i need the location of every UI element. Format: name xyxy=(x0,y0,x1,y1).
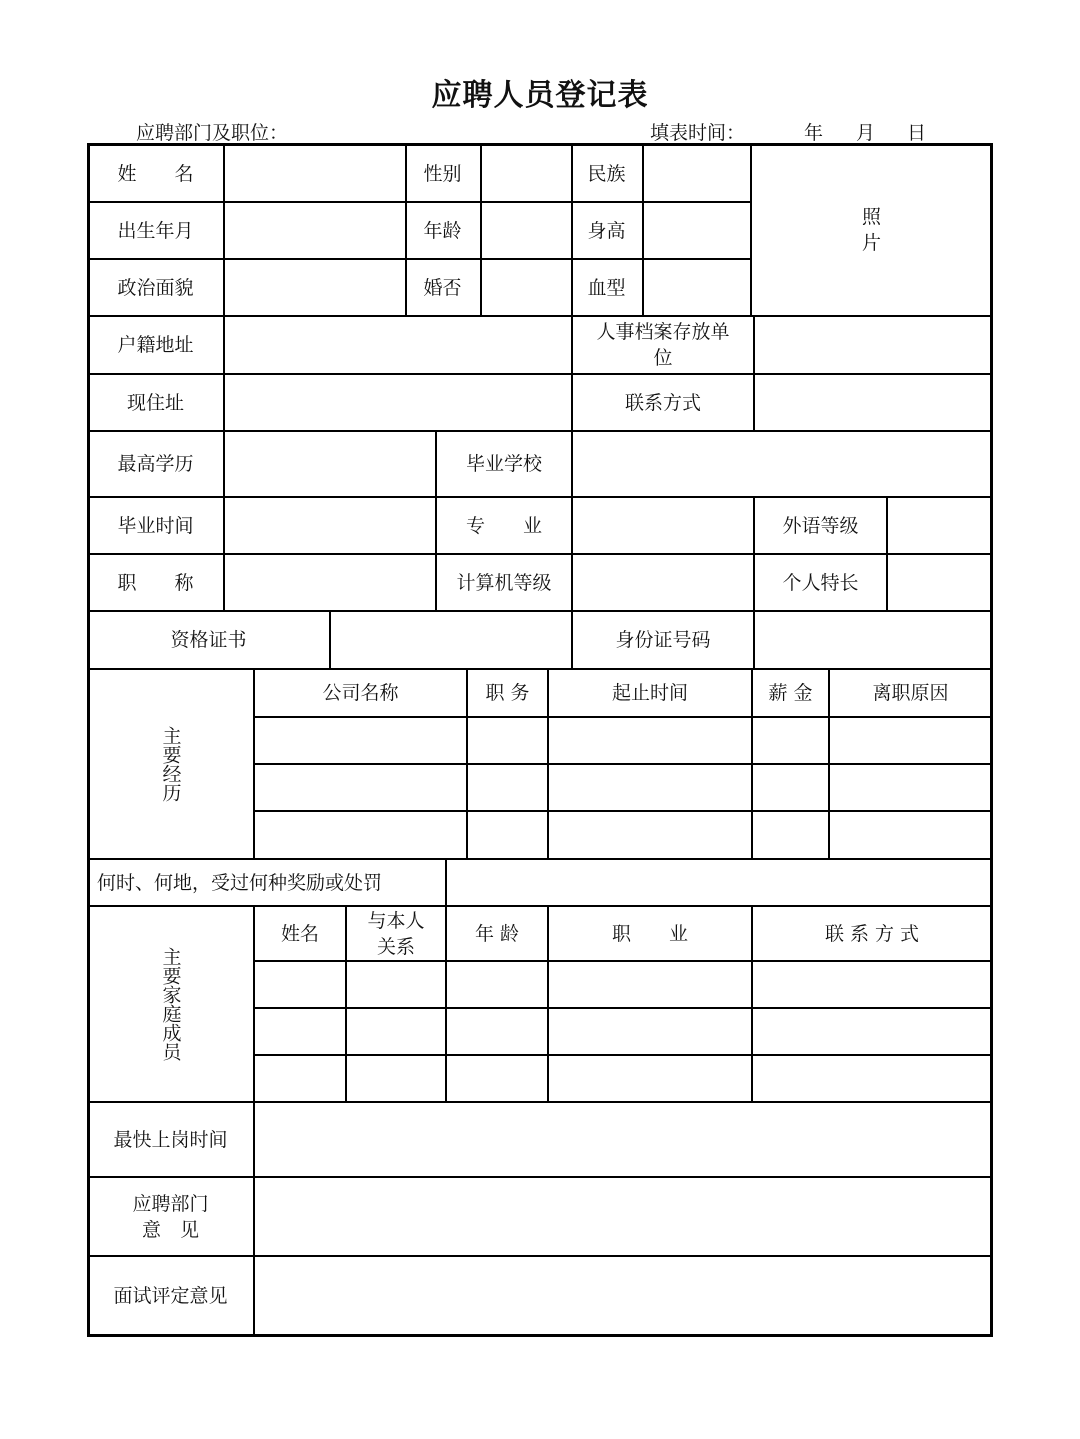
height-label: 身高 xyxy=(587,219,626,242)
age-field[interactable] xyxy=(482,203,571,258)
exp-header-salary: 薪 金 xyxy=(768,682,813,704)
household-field[interactable] xyxy=(225,317,571,373)
language-label: 外语等级 xyxy=(782,514,859,537)
name-field[interactable] xyxy=(225,146,405,201)
family-section-label xyxy=(88,907,253,1101)
family-row-3[interactable] xyxy=(255,1056,991,1101)
title-rank-label: 职 称 xyxy=(117,571,194,594)
interview-label: 面试评定意见 xyxy=(113,1285,228,1307)
marital-field[interactable] xyxy=(482,260,571,315)
start-time-field[interactable] xyxy=(255,1103,991,1176)
education-label: 最高学历 xyxy=(117,453,194,475)
dept-opinion-field[interactable] xyxy=(255,1178,991,1255)
major-field[interactable] xyxy=(573,498,753,553)
household-label: 户籍地址 xyxy=(117,334,194,356)
title-rank-field[interactable] xyxy=(225,555,435,610)
birth-label: 出生年月 xyxy=(117,219,194,242)
exp-header-period: 起止时间 xyxy=(611,682,688,704)
name-label: 姓 名 xyxy=(117,162,194,185)
id-number-label: 身份证号码 xyxy=(615,629,711,651)
family-row-1[interactable] xyxy=(255,962,991,1007)
awards-field[interactable] xyxy=(447,860,991,905)
awards-label: 何时、何地，受过何种奖励或处罚 xyxy=(97,871,383,894)
age-label: 年龄 xyxy=(423,219,462,242)
photo-box[interactable]: 照 片 xyxy=(861,206,881,254)
fill-time-label: 填表时间： xyxy=(650,122,746,144)
computer-label: 计算机等级 xyxy=(456,571,552,594)
experience-section-text: 主要经历 xyxy=(159,726,182,802)
year-label: 年 xyxy=(804,122,824,144)
family-header-occupation: 职 业 xyxy=(611,922,688,945)
archive-field[interactable] xyxy=(755,317,991,373)
family-header-age: 年 龄 xyxy=(474,922,520,945)
height-field[interactable] xyxy=(644,203,750,258)
experience-row-3[interactable] xyxy=(255,812,991,858)
specialty-field[interactable] xyxy=(888,555,991,610)
grad-time-field[interactable] xyxy=(225,498,435,553)
gender-label: 性别 xyxy=(423,162,462,185)
specialty-label: 个人特长 xyxy=(782,571,859,594)
experience-row-1[interactable] xyxy=(255,718,991,763)
marital-label: 婚否 xyxy=(423,276,462,299)
exp-header-reason: 离职原因 xyxy=(872,682,949,704)
exp-header-position: 职 务 xyxy=(485,682,530,704)
family-section-text: 主要家庭成员 xyxy=(159,947,182,1061)
school-label: 毕业学校 xyxy=(465,453,542,475)
grad-time-label: 毕业时间 xyxy=(117,514,194,537)
education-field[interactable] xyxy=(225,432,435,496)
position-label: 应聘部门及职位： xyxy=(136,122,289,144)
exp-header-company: 公司名称 xyxy=(322,682,399,704)
family-row-2[interactable] xyxy=(255,1009,991,1054)
computer-field[interactable] xyxy=(573,555,753,610)
form-title: 应聘人员登记表 xyxy=(431,78,649,113)
certificate-field[interactable] xyxy=(331,612,571,668)
experience-section-label xyxy=(88,670,253,858)
dept-opinion-label: 应聘部门 意 见 xyxy=(132,1192,209,1241)
certificate-label: 资格证书 xyxy=(170,629,247,651)
contact-field[interactable] xyxy=(755,375,991,430)
blood-label: 血型 xyxy=(587,276,626,299)
major-label: 专 业 xyxy=(465,514,542,537)
family-header-relation: 与本人 关系 xyxy=(367,909,425,958)
ethnicity-label: 民族 xyxy=(587,162,626,185)
experience-row-2[interactable] xyxy=(255,765,991,810)
gender-field[interactable] xyxy=(482,146,571,201)
contact-label: 联系方式 xyxy=(624,391,701,414)
school-field[interactable] xyxy=(573,432,991,496)
birth-field[interactable] xyxy=(225,203,405,258)
family-header-name: 姓名 xyxy=(280,922,319,945)
political-label: 政治面貌 xyxy=(117,276,194,299)
id-number-field[interactable] xyxy=(755,612,991,668)
language-field[interactable] xyxy=(888,498,991,553)
start-time-label: 最快上岗时间 xyxy=(113,1128,228,1151)
day-label: 日 xyxy=(907,122,927,144)
political-field[interactable] xyxy=(225,260,405,315)
blood-field[interactable] xyxy=(644,260,750,315)
archive-label: 人事档案存放单 位 xyxy=(596,321,730,369)
interview-field[interactable] xyxy=(255,1257,991,1335)
address-field[interactable] xyxy=(225,375,571,430)
month-label: 月 xyxy=(856,122,876,144)
address-label: 现住址 xyxy=(126,391,184,414)
family-header-contact: 联 系 方 式 xyxy=(824,922,920,945)
ethnicity-field[interactable] xyxy=(644,146,750,201)
